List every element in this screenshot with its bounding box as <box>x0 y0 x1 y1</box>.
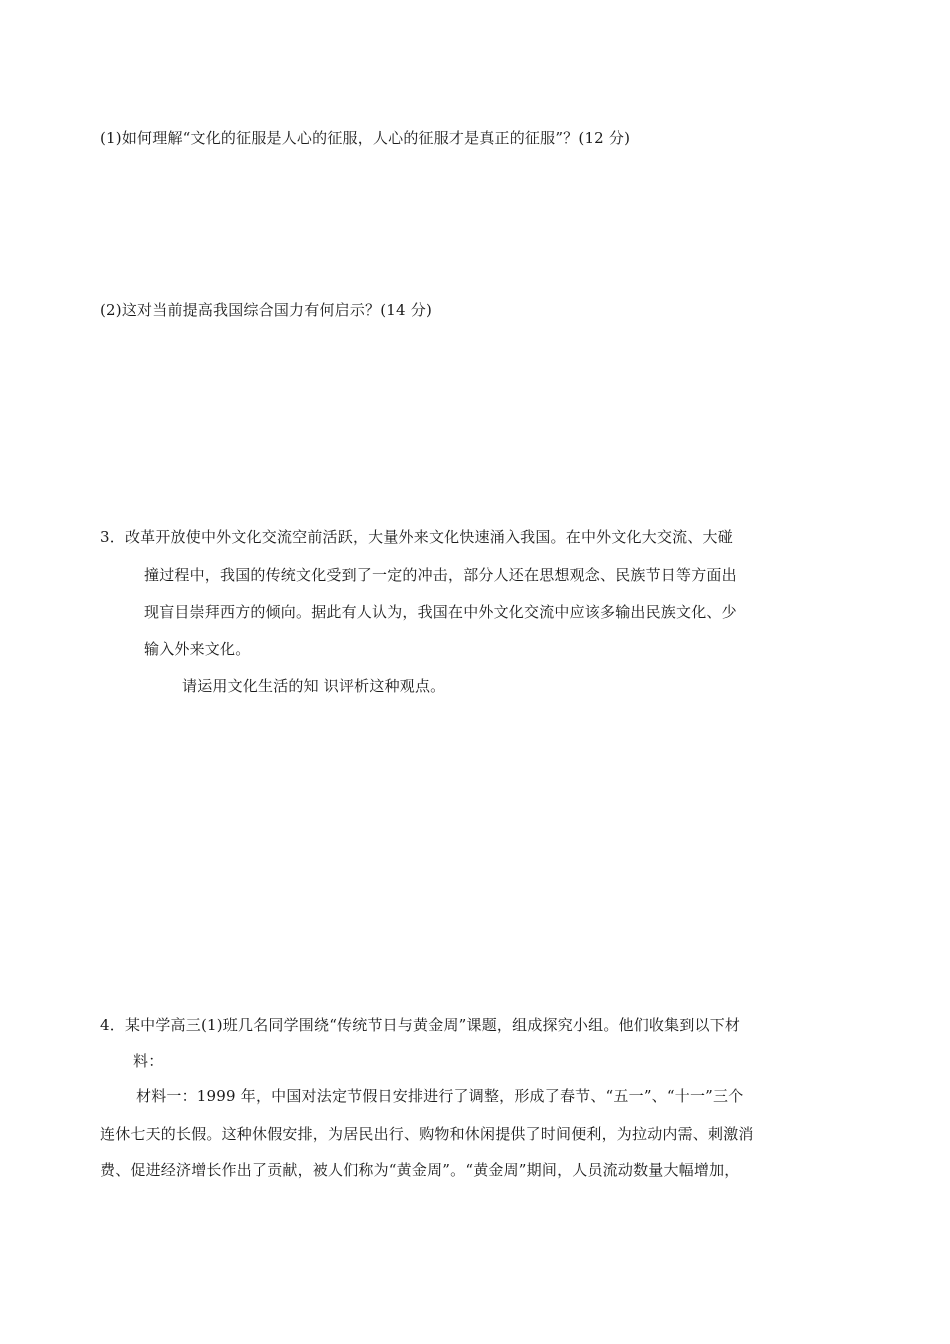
question-4-line: 料： <box>133 1052 164 1070</box>
question-3-line: 3．改革开放使中外文化交流空前活跃，大量外来文化快速涌入我国。在中外文化大交流、大碰 <box>100 528 733 546</box>
material-1-line: 费、促进经济增长作出了贡献，被人们称为“黄金周”。“黄金周”期间，人员流动数量大幅增加， <box>100 1161 740 1179</box>
question-3-prompt: 请运用文化生活的知 识评析这种观点。 <box>182 677 446 695</box>
material-1-line: 连休七天的长假。这种休假安排，为居民出行、购物和休闲提供了时间便利，为拉动内需、刺激消 <box>100 1125 754 1143</box>
material-1-line: 材料一：1999 年，中国对法定节假日安排进行了调整，形成了春节、“五一”、“十一”三个 <box>136 1087 744 1105</box>
question-2-part-1: (1)如何理解“文化的征服是人心的征服，人心的征服才是真正的征服”？(12 分) <box>100 129 631 147</box>
question-2-part-2: (2)这对当前提高我国综合国力有何启示？(14 分) <box>100 301 433 319</box>
question-4-line: 4．某中学高三(1)班几名同学围绕“传统节日与黄金周”课题，组成探究小组。他们收集到以下材 <box>100 1016 741 1034</box>
question-3-line: 输入外来文化。 <box>144 640 251 658</box>
question-3-line: 撞过程中，我国的传统文化受到了一定的冲击，部分人还在思想观念、民族节日等方面出 <box>144 566 737 584</box>
question-3-line: 现盲目崇拜西方的倾向。据此有人认为，我国在中外文化交流中应该多输出民族文化、少 <box>144 603 737 621</box>
